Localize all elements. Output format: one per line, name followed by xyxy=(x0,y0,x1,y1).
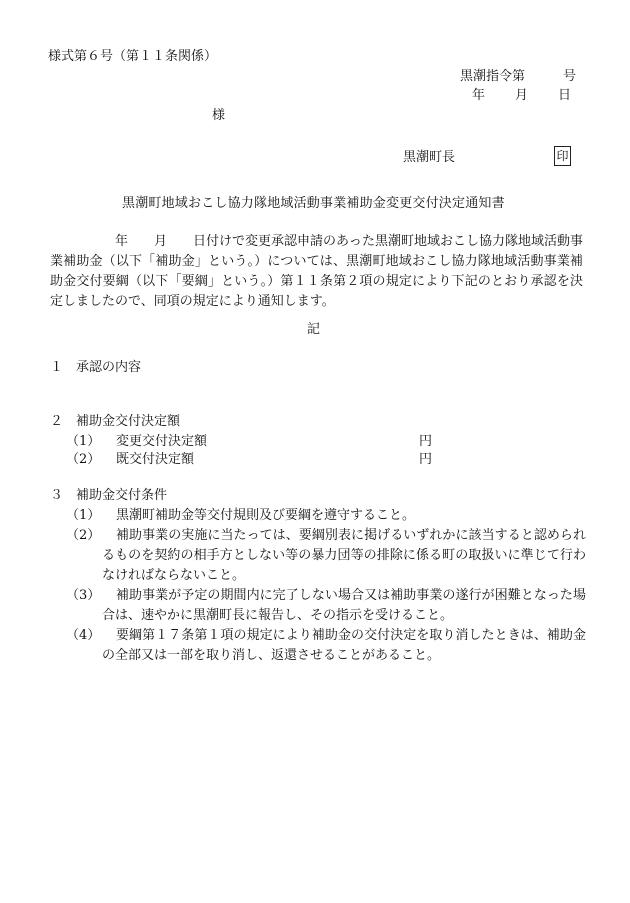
section-label: 補助金交付決定額 xyxy=(76,414,181,429)
intro-paragraph: 年 月 日付けで変更承認申請のあった黒潮町地域おこし協力隊地域活動事業補助金（以下「補助金」という。）については、黒潮町地域おこし協力隊地域活動事業補助金交付要綱（以下「要綱」という。）第１１条第２項の規定により下記のとおり承認を決定しましたので、同項の規定により通知します。 xyxy=(50,234,583,309)
condition-text: 要綱第１７条第１項の規定により補助金の交付決定を取り消したときは、補助金の全部又は一部を取り消し、返還させることがあること。 xyxy=(102,628,586,663)
section-approval-content xyxy=(50,358,141,378)
date-day: 日 xyxy=(558,88,572,103)
amount-unit: 円 xyxy=(419,434,433,449)
amount-row-changed xyxy=(66,432,207,452)
condition-number: （2） xyxy=(66,528,101,543)
form-number: 様式第６号（第１１条関係） xyxy=(48,49,218,64)
section-label: 補助金交付条件 xyxy=(76,488,168,503)
condition-item xyxy=(66,506,586,526)
section-label: 承認の内容 xyxy=(76,360,142,375)
sender-name: 黒潮町長 xyxy=(403,150,456,165)
section-number: １ xyxy=(50,360,64,375)
item-label: 既交付決定額 xyxy=(116,452,195,467)
condition-number: （1） xyxy=(66,508,101,523)
item-number: （2） xyxy=(66,452,101,467)
document-number xyxy=(460,67,576,87)
document-number-suffix: 号 xyxy=(563,69,577,84)
condition-text: 補助事業が予定の期間内に完了しない場合又は補助事業の遂行が困難となった場合は、速やかに黒潮町長に報告し、その指示を受けること。 xyxy=(102,588,586,623)
date-month: 月 xyxy=(515,88,529,103)
section-grant-conditions xyxy=(50,486,167,506)
item-label: 変更交付決定額 xyxy=(116,434,208,449)
ki-heading: 記 xyxy=(307,322,321,337)
section-number: ２ xyxy=(50,414,64,429)
addressee: 様 xyxy=(212,108,226,123)
condition-item xyxy=(66,526,586,586)
seal-stamp: 印 xyxy=(554,146,571,166)
date-year: 年 xyxy=(472,88,486,103)
document-title: 黒潮町地域おこし協力隊地域活動事業補助金変更交付決定通知書 xyxy=(122,196,505,211)
amount-row-existing xyxy=(66,450,194,470)
condition-number: （4） xyxy=(66,628,101,643)
condition-item xyxy=(66,626,586,666)
document-date xyxy=(472,86,571,106)
section-number: ３ xyxy=(50,488,64,503)
item-number: （1） xyxy=(66,434,101,449)
document-number-prefix: 黒潮指令第 xyxy=(460,69,526,84)
amount-unit: 円 xyxy=(419,452,433,467)
condition-text: 補助事業の実施に当たっては、要綱別表に掲げるいずれかに該当すると認められるものを契約の相手方としない等の暴力団等の排除に係る町の取扱いに準じて行わなければならないこと。 xyxy=(102,528,586,583)
condition-text: 黒潮町補助金等交付規則及び要綱を遵守すること。 xyxy=(116,508,416,523)
condition-number: （3） xyxy=(66,588,101,603)
section-grant-amount xyxy=(50,412,180,432)
condition-item xyxy=(66,586,586,626)
